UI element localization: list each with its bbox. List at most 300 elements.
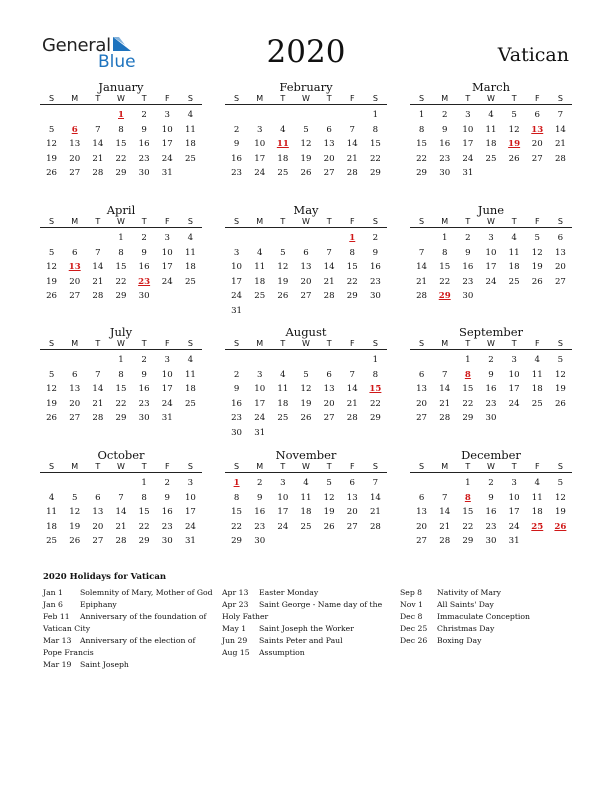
day-cell: 5 [303,369,309,380]
weekday-label: T [326,462,332,471]
weekday-label: M [441,217,449,226]
day-cell: 11 [46,507,58,518]
weekday-label: S [372,94,378,103]
day-cell: 21 [346,398,358,409]
weekday-label: W [302,217,310,226]
day-cell [271,304,294,319]
holiday-item [222,599,397,611]
day-cell: 29 [416,168,428,179]
holiday-name: Solemnity of Mary, Mother of God [80,588,213,597]
day-cell: 16 [138,384,150,395]
day-cell [526,411,549,426]
month-title: March [472,80,510,94]
day-cell: 24 [161,153,173,164]
day-cell [271,353,294,368]
day-cell: 20 [69,153,81,164]
day-cell: 8 [118,247,124,258]
day-cell: 5 [511,110,517,120]
day-cell: 26 [46,291,58,302]
day-cell: 2 [141,233,147,243]
weekday-header [410,94,572,105]
day-cell [294,534,317,549]
month-february [225,80,387,181]
day-cell: 17 [485,262,497,273]
day-cell: 25 [277,168,289,179]
day-cell: 30 [231,427,243,438]
holiday-day-cell: 13 [531,124,544,135]
holiday-day-cell: 11 [276,139,289,150]
weekday-label: S [557,94,563,103]
holiday-name: Christmas Day [437,624,495,633]
day-cell: 9 [465,247,471,258]
day-cell: 3 [164,233,170,243]
logo-word-blue: Blue [98,52,136,72]
day-cell: 18 [277,398,289,409]
day-cell: 4 [280,369,286,380]
holiday-day-cell: 1 [118,110,124,120]
day-cell: 30 [138,291,150,302]
day-cell [318,231,341,246]
day-cell: 25 [485,153,497,164]
day-cell: 22 [115,153,127,164]
weekday-header [225,462,387,473]
day-cell: 20 [323,153,335,164]
weekday-label: T [95,462,101,471]
day-cell: 2 [141,355,147,365]
day-cell: 10 [508,492,520,503]
day-cell [410,231,433,246]
holiday-item [222,647,397,659]
day-cell: 3 [233,247,240,258]
day-cell: 20 [416,398,428,409]
weekday-label: F [534,462,540,471]
day-cell: 26 [323,521,335,532]
weekday-label: M [71,217,79,226]
day-cell: 8 [418,124,425,135]
day-cell: 6 [71,369,78,380]
day-cell: 29 [115,413,127,424]
holiday-name: Anniversary of the election of [80,636,196,645]
day-cell: 4 [534,355,540,365]
day-cell: 2 [233,369,240,380]
day-cell: 4 [187,233,194,243]
weekday-header [40,94,202,105]
month-december [410,448,572,549]
holiday-name: Saint Joseph [80,660,129,669]
day-cell [341,353,364,368]
holiday-name: Boxing Day [437,636,482,645]
day-cell: 17 [254,153,266,164]
day-cell: 7 [441,369,448,380]
holiday-day-cell: 15 [369,384,382,395]
day-cell: 9 [141,369,147,380]
weekday-label: T [95,217,101,226]
holiday-day-cell: 8 [464,492,471,503]
weekday-label: S [49,217,55,226]
day-cell: 11 [277,384,289,395]
weekday-label: S [372,339,378,348]
day-cell: 10 [485,247,497,258]
day-cell: 6 [71,247,78,258]
weekday-header [225,339,387,350]
day-cell: 23 [231,413,243,424]
day-cell: 10 [161,369,173,380]
day-cell: 16 [462,262,474,273]
day-cell: 4 [488,110,494,120]
day-cell: 3 [280,478,286,488]
day-cell [179,166,202,181]
weekday-label: M [71,339,79,348]
day-cell: 18 [531,384,543,395]
days-grid [225,108,387,181]
weekday-label: S [234,339,240,348]
month-title: September [458,325,524,339]
day-cell: 12 [531,247,543,258]
day-cell: 13 [323,139,335,150]
day-cell: 23 [138,153,150,164]
weekday-label: F [164,217,170,226]
day-cell: 16 [485,507,497,518]
holiday-date: Apr 13 [222,588,249,597]
day-cell: 15 [462,507,474,518]
day-cell: 21 [439,398,451,409]
day-cell: 8 [118,124,124,135]
weekday-label: T [511,94,517,103]
day-cell: 11 [254,262,266,273]
weekday-label: S [187,217,193,226]
day-cell: 7 [372,478,379,488]
day-cell: 19 [300,153,312,164]
day-cell: 7 [557,110,564,120]
weekday-label: T [465,94,471,103]
day-cell: 11 [300,492,312,503]
day-cell: 17 [231,276,243,287]
day-cell: 7 [95,124,101,135]
day-cell: 7 [418,247,425,258]
holiday-item [400,623,570,635]
day-cell: 3 [256,369,263,380]
day-cell [86,476,109,491]
day-cell: 9 [233,384,240,395]
day-cell: 14 [369,492,381,503]
day-cell: 8 [233,492,240,503]
day-cell: 29 [462,536,474,547]
country-name: Vatican [497,44,569,66]
day-cell: 25 [277,413,289,424]
day-cell: 3 [488,233,494,243]
days-grid [410,108,572,181]
day-cell: 2 [441,110,448,120]
day-cell: 1 [418,110,425,120]
day-cell: 8 [349,247,355,258]
day-cell [86,108,109,123]
day-cell: 14 [92,384,104,395]
day-cell: 9 [164,492,170,503]
day-cell: 24 [184,521,196,532]
day-cell: 16 [439,139,451,150]
day-cell: 16 [138,262,150,273]
day-cell: 28 [554,153,566,164]
weekday-label: T [511,217,517,226]
weekday-label: F [349,339,355,348]
day-cell [503,411,526,426]
day-cell: 28 [92,413,104,424]
weekday-label: F [164,94,170,103]
holiday-column [222,587,397,659]
weekday-label: W [117,217,125,226]
day-cell: 9 [441,124,448,135]
day-cell: 30 [485,413,497,424]
day-cell [63,353,86,368]
days-grid [40,108,202,181]
day-cell: 24 [508,398,520,409]
day-cell: 7 [118,492,124,503]
holiday-date: Mar 19 [43,660,72,669]
day-cell: 28 [369,521,381,532]
month-october [40,448,202,549]
day-cell: 22 [416,153,428,164]
day-cell: 18 [277,153,289,164]
days-grid [225,476,387,549]
holiday-item [400,599,570,611]
day-cell: 12 [323,492,335,503]
day-cell: 7 [349,369,355,380]
day-cell: 23 [231,168,243,179]
day-cell: 12 [46,384,58,395]
day-cell: 14 [346,139,358,150]
month-title: June [477,203,505,217]
day-cell: 31 [508,536,520,547]
day-cell [503,166,526,181]
weekday-header [40,217,202,228]
day-cell: 24 [277,521,289,532]
weekday-label: T [95,94,101,103]
day-cell: 24 [508,521,520,532]
day-cell: 3 [511,478,517,488]
holiday-name: Easter Monday [259,588,319,597]
day-cell: 21 [115,521,127,532]
weekday-label: T [465,339,471,348]
day-cell: 11 [531,369,543,380]
day-cell: 7 [441,492,448,503]
day-cell [549,534,572,549]
day-cell: 23 [254,521,266,532]
day-cell: 17 [508,507,520,518]
day-cell: 31 [161,413,173,424]
day-cell: 7 [326,247,332,258]
day-cell: 15 [346,262,358,273]
day-cell: 1 [118,233,124,243]
weekday-label: S [419,94,425,103]
weekday-header [410,217,572,228]
day-cell: 10 [184,492,196,503]
day-cell [433,353,456,368]
day-cell: 6 [95,492,101,503]
weekday-label: S [49,339,55,348]
day-cell: 15 [115,262,127,273]
day-cell: 20 [92,521,104,532]
holiday-column [400,587,570,647]
day-cell: 23 [485,521,497,532]
day-cell: 20 [531,139,543,150]
weekday-label: S [419,462,425,471]
weekday-label: W [487,94,495,103]
day-cell [549,411,572,426]
day-cell [549,166,572,181]
day-cell: 13 [416,384,428,395]
day-cell: 14 [115,507,127,518]
day-cell [40,231,63,246]
day-cell: 14 [439,507,451,518]
day-cell [40,476,63,491]
day-cell [526,289,549,304]
day-cell [341,304,364,319]
day-cell [179,411,202,426]
holiday-name-continued: Pope Francis [43,648,94,657]
day-cell: 24 [254,168,266,179]
day-cell: 22 [115,398,127,409]
holiday-name: Epiphany [80,600,117,609]
day-cell: 6 [349,478,355,488]
day-cell: 18 [485,139,497,150]
day-cell [526,166,549,181]
day-cell: 29 [138,536,150,547]
holiday-name: Saint George - Name day of the [259,600,383,609]
day-cell [318,108,341,123]
day-cell: 10 [254,384,266,395]
day-cell: 1 [372,355,379,365]
day-cell [294,353,317,368]
month-may [225,203,387,319]
day-cell: 25 [508,276,520,287]
weekday-label: W [117,94,125,103]
day-cell [225,231,248,246]
day-cell: 13 [300,262,312,273]
day-cell [479,289,502,304]
day-cell: 29 [346,291,358,302]
day-cell: 27 [416,413,428,424]
day-cell: 19 [46,398,58,409]
day-cell: 30 [462,291,474,302]
day-cell: 27 [346,521,358,532]
holiday-date: Dec 26 [400,636,428,645]
day-cell: 14 [92,262,104,273]
day-cell: 14 [554,124,566,135]
day-cell: 22 [462,521,474,532]
day-cell: 29 [462,413,474,424]
day-cell: 11 [485,124,497,135]
day-cell: 19 [323,507,335,518]
day-cell [410,476,433,491]
weekday-label: M [256,217,264,226]
day-cell: 10 [231,262,243,273]
day-cell: 24 [231,291,243,302]
month-title: April [106,203,136,217]
day-cell: 21 [369,507,381,518]
day-cell [156,289,179,304]
holiday-item [43,659,218,671]
day-cell: 10 [462,124,474,135]
weekday-label: S [49,462,55,471]
day-cell: 25 [254,291,266,302]
day-cell: 10 [277,492,289,503]
day-cell: 27 [531,153,543,164]
holiday-name: Anniversary of the foundation of [80,612,207,621]
day-cell: 17 [184,507,196,518]
day-cell: 18 [531,507,543,518]
days-grid [40,353,202,426]
day-cell: 10 [161,247,173,258]
weekday-header [40,339,202,350]
day-cell: 14 [92,139,104,150]
day-cell [479,166,502,181]
day-cell: 10 [254,139,266,150]
holiday-name: All Saints' Day [437,600,494,609]
day-cell: 23 [161,521,173,532]
day-cell: 16 [231,153,243,164]
day-cell: 22 [462,398,474,409]
month-september [410,325,572,426]
holiday-name-continued: Vatican City [43,624,91,633]
day-cell: 22 [115,276,127,287]
day-cell: 4 [303,478,309,488]
day-cell: 14 [416,262,428,273]
day-cell: 22 [231,521,243,532]
day-cell: 5 [48,247,55,258]
day-cell: 2 [256,478,263,488]
holiday-date: Mar 13 [43,636,72,645]
weekday-label: T [465,462,471,471]
month-march [410,80,572,181]
day-cell: 23 [138,398,150,409]
day-cell: 11 [184,369,196,380]
month-title: May [293,203,319,217]
day-cell: 16 [161,507,173,518]
day-cell: 30 [254,536,266,547]
day-cell: 12 [46,262,58,273]
day-cell: 20 [69,276,81,287]
day-cell [248,231,271,246]
day-cell: 18 [254,276,266,287]
day-cell: 22 [369,398,381,409]
day-cell: 13 [346,492,358,503]
weekday-label: F [534,217,540,226]
day-cell: 15 [115,139,127,150]
day-cell: 30 [439,168,451,179]
day-cell [410,353,433,368]
day-cell: 16 [369,262,381,273]
day-cell: 26 [277,291,289,302]
holiday-name: Nativity of Mary [437,588,501,597]
day-cell [294,426,317,441]
day-cell: 29 [115,168,127,179]
day-cell: 13 [92,507,104,518]
day-cell: 21 [92,398,104,409]
weekday-header [410,462,572,473]
day-cell: 12 [300,384,312,395]
day-cell: 8 [441,247,448,258]
day-cell [109,476,132,491]
weekday-label: T [326,217,332,226]
day-cell: 13 [69,384,81,395]
weekday-label: M [71,94,79,103]
days-grid [410,353,572,426]
day-cell: 27 [69,413,81,424]
day-cell: 6 [534,110,540,120]
day-cell: 18 [46,521,58,532]
day-cell: 24 [161,398,173,409]
day-cell: 26 [508,153,520,164]
